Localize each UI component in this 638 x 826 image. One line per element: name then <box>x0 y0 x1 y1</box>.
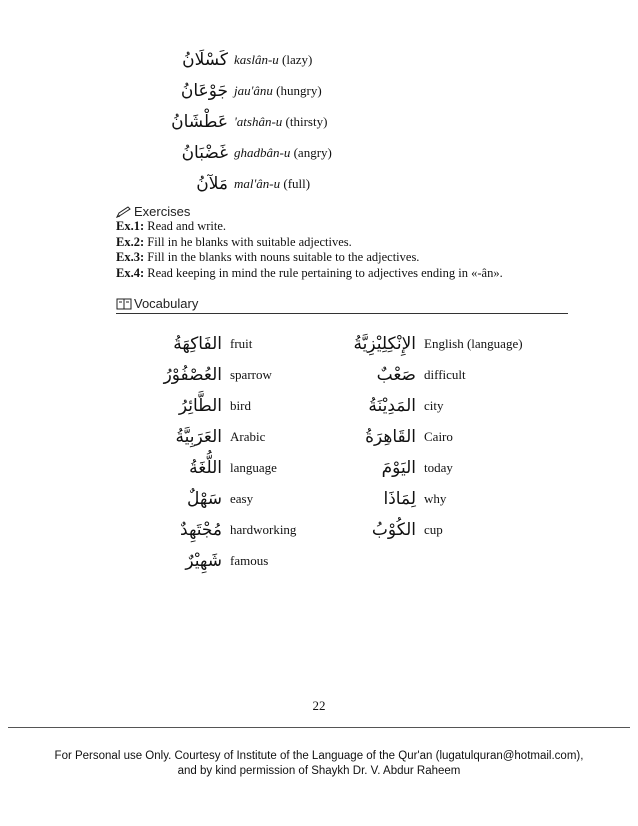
vocabulary-arabic: العَرَبِيَّةُ <box>175 426 222 447</box>
vocabulary-english: English (language) <box>424 335 523 351</box>
adjective-transliteration: mal'ân-u <box>234 175 281 191</box>
adjective-arabic: كَسْلَانُ <box>182 49 228 70</box>
adjective-transliteration: 'atshân-u <box>234 113 283 129</box>
vocabulary-heading <box>116 296 198 311</box>
vocabulary-item <box>150 514 330 545</box>
vocabulary-item <box>344 483 564 514</box>
adjective-transliteration: jau'ânu <box>234 82 273 98</box>
adjective-translation <box>234 145 332 161</box>
exercise-list <box>116 219 556 281</box>
adjective-meaning: (thirsty) <box>285 113 328 129</box>
adjective-arabic: مَلآنُ <box>196 173 228 194</box>
vocabulary-arabic: الطَّائِرُ <box>178 395 222 416</box>
vocabulary-item <box>150 421 330 452</box>
vocabulary-arabic: الإِنْكِلِيْزِيَّةُ <box>353 333 416 354</box>
vocabulary-item <box>344 421 564 452</box>
book-icon <box>116 298 132 310</box>
vocabulary-english: city <box>424 397 444 413</box>
vocabulary-english: cup <box>424 521 443 537</box>
exercise-text: Fill in the blanks with nouns suitable to the adjectives. <box>147 250 420 264</box>
vocabulary-arabic: شَهِيْرٌ <box>185 550 222 571</box>
vocabulary-column-left <box>150 328 330 576</box>
vocabulary-item <box>344 328 564 359</box>
exercise-label: Ex.1: <box>116 219 145 233</box>
vocabulary-english: sparrow <box>230 366 272 382</box>
vocabulary-column-right <box>344 328 564 545</box>
vocabulary-arabic: الفَاكِهَةُ <box>173 333 222 354</box>
vocabulary-english: bird <box>230 397 251 413</box>
exercise-item <box>116 266 556 282</box>
vocabulary-arabic: المَدِيْنَةُ <box>368 395 416 416</box>
adjective-meaning: (hungry) <box>276 82 322 98</box>
adjective-list <box>150 44 410 199</box>
vocabulary-item <box>150 483 330 514</box>
vocabulary-arabic: القَاهِرَةُ <box>365 426 416 447</box>
vocabulary-english: Cairo <box>424 428 453 444</box>
exercise-text: Fill in he blanks with suitable adjectives. <box>147 234 352 249</box>
vocabulary-item <box>344 452 564 483</box>
vocabulary-english: difficult <box>424 366 466 382</box>
adjective-row <box>150 168 410 199</box>
exercise-text: Read and write. <box>147 219 227 233</box>
adjective-meaning: (lazy) <box>282 51 313 67</box>
vocabulary-heading-label: Vocabulary <box>134 296 199 311</box>
vocabulary-item <box>150 328 330 359</box>
vocabulary-arabic: العُصْفُوْرُ <box>163 364 222 385</box>
exercise-label: Ex.2: <box>116 234 145 249</box>
adjective-meaning: (full) <box>283 175 311 191</box>
vocabulary-arabic: مُجْتَهِدٌ <box>180 519 222 540</box>
vocabulary-item <box>344 390 564 421</box>
adjective-arabic: عَطْشَانُ <box>171 111 228 132</box>
footer <box>0 749 638 779</box>
page-number: 22 <box>312 698 326 713</box>
vocabulary-divider <box>116 313 568 314</box>
vocabulary-arabic: اللُّغَةُ <box>189 457 222 478</box>
vocabulary-item <box>344 514 564 545</box>
adjective-transliteration: ghadbân-u <box>234 144 291 160</box>
adjective-translation <box>234 83 322 99</box>
adjective-row <box>150 106 410 137</box>
vocabulary-english: fruit <box>230 335 253 351</box>
vocabulary-english: hardworking <box>230 521 297 537</box>
vocabulary-item <box>150 390 330 421</box>
vocabulary-english: Arabic <box>230 428 266 444</box>
vocabulary-english: famous <box>230 552 269 568</box>
exercises-heading-label: Exercises <box>134 204 191 219</box>
vocabulary-english: why <box>424 490 447 506</box>
adjective-translation <box>234 176 310 192</box>
exercise-item <box>116 219 556 235</box>
footer-divider <box>8 727 630 728</box>
adjective-translation <box>234 114 327 130</box>
vocabulary-arabic: سَهْلٌ <box>187 488 222 509</box>
vocabulary-english: easy <box>230 490 254 506</box>
vocabulary-arabic: اليَوْمَ <box>381 457 416 478</box>
vocabulary-item <box>344 359 564 390</box>
vocabulary-english: today <box>424 459 453 475</box>
exercise-item <box>116 235 556 251</box>
vocabulary-english: language <box>230 459 277 475</box>
vocabulary-item <box>150 545 330 576</box>
adjective-arabic: غَضْبَانُ <box>181 142 228 163</box>
adjective-transliteration: kaslân-u <box>234 51 279 67</box>
adjective-arabic: جَوْعَانُ <box>180 80 228 101</box>
adjective-translation <box>234 52 312 68</box>
vocabulary-arabic: الكُوْبُ <box>371 519 416 540</box>
exercises-heading <box>116 204 190 219</box>
footer-line-1: For Personal use Only. Courtesy of Institute of the Language of the Qur'an (lugatulquran@hotmail.com), <box>54 750 584 762</box>
vocabulary-item <box>150 359 330 390</box>
adjective-row <box>150 137 410 168</box>
vocabulary-item <box>150 452 330 483</box>
exercise-label: Ex.3: <box>116 250 145 264</box>
exercise-label: Ex.4: <box>116 265 145 280</box>
exercise-item <box>116 250 556 266</box>
adjective-row <box>150 75 410 106</box>
exercise-text: Read keeping in mind the rule pertaining to adjectives ending in «-ân». <box>147 265 503 280</box>
adjective-meaning: (angry) <box>293 144 332 160</box>
vocabulary-arabic: صَعْبٌ <box>376 364 416 385</box>
vocabulary-arabic: لِمَاذَا <box>383 488 416 509</box>
pencil-icon <box>116 206 132 218</box>
adjective-row <box>150 44 410 75</box>
footer-line-2: and by kind permission of Shaykh Dr. V. Abdur Raheem <box>177 765 461 777</box>
